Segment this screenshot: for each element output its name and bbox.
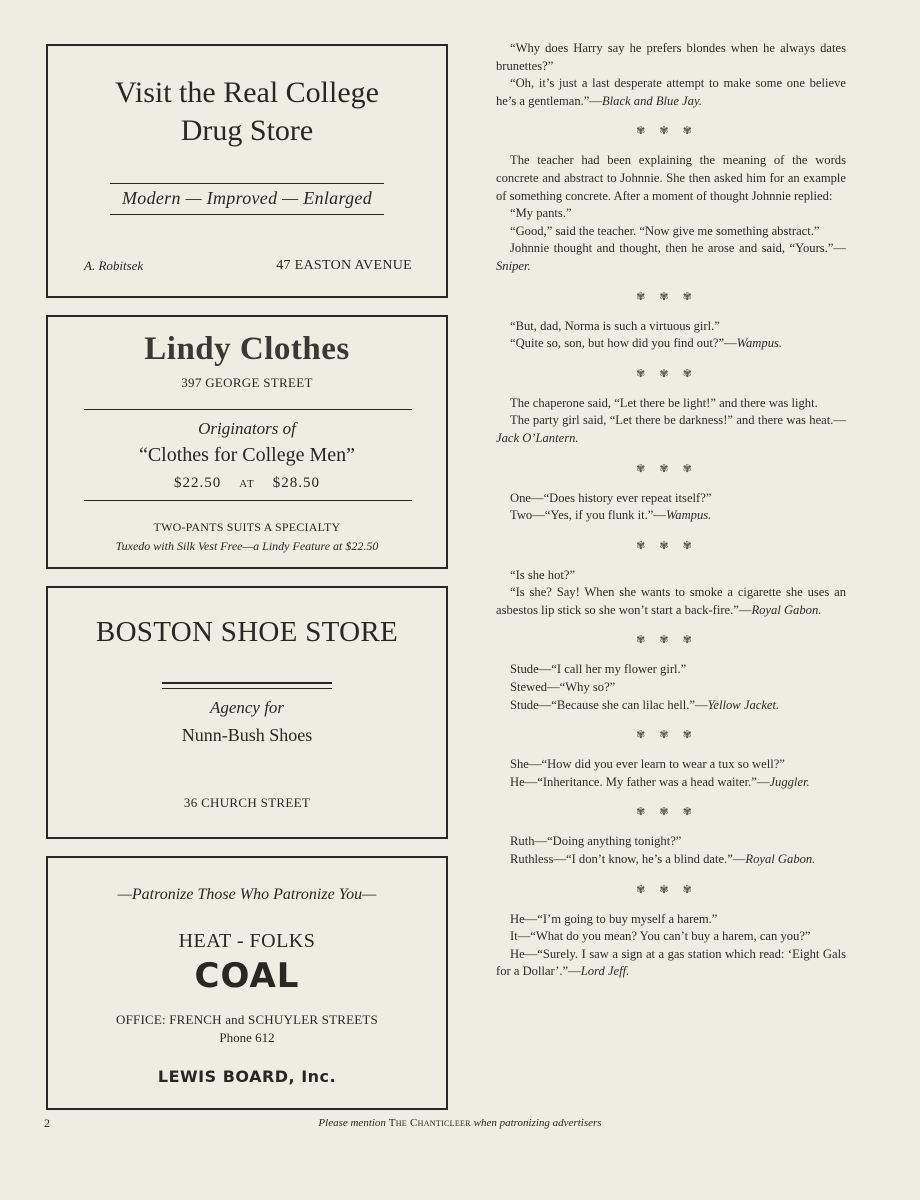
drug-store-owner: A. Robitsek (84, 258, 144, 273)
coal-office: OFFICE: FRENCH and SCHUYLER STREETS (116, 1012, 378, 1027)
joke-separator: ✾✾✾ (636, 290, 706, 303)
joke-separator: ✾✾✾ (636, 125, 706, 138)
divider (110, 183, 384, 184)
price-high: $28.50 (272, 475, 320, 491)
joke-separator: ✾✾✾ (636, 462, 706, 475)
coal-phone: Phone 612 (219, 1030, 275, 1045)
price-low: $22.50 (174, 475, 222, 491)
joke-separator: ✾✾✾ (636, 367, 706, 380)
lindy-brand: Lindy Clothes (144, 331, 350, 367)
drug-store-ad (46, 44, 448, 298)
jokes-column (496, 40, 846, 981)
drug-store-tagline: Modern — Improved — Enlarged (121, 188, 373, 208)
joke: “Is she hot?” “Is she? Say! When she wants to smoke a cigarette she uses an asbestos lip stick so she won’t start a back-fire.”—Royal Gabon. (496, 567, 846, 617)
lindy-price-range (48, 475, 446, 492)
lindy-originators: Originators of (198, 419, 296, 438)
joke: One—“Does history ever repeat itself?” Two—“Yes, if you flunk it.”—Wampus. (510, 490, 712, 523)
divider (110, 214, 384, 215)
divider (162, 682, 332, 684)
joke-separator: ✾✾✾ (636, 729, 706, 742)
coal-ad (46, 856, 448, 1110)
lindy-clothes-ad (46, 315, 448, 569)
joke: “Why does Harry say he prefers blondes when he always dates brunettes?” “Oh, it’s just a last desperate attempt to make some one believe he’s a gentleman.”—Black and Blue Jay. (496, 41, 846, 108)
divider (84, 409, 412, 410)
lindy-specialty: TWO-PANTS SUITS A SPECIALTY (153, 520, 341, 534)
boston-address: 36 CHURCH STREET (183, 795, 311, 810)
boston-store-name: BOSTON SHOE STORE (95, 616, 399, 648)
coal-headline: COAL (194, 956, 300, 996)
lindy-address: 397 GEORGE STREET (181, 375, 313, 390)
divider (162, 688, 332, 689)
joke: He—“I’m going to buy myself a harem.” It—“What do you mean? You can’t buy a harem, can you?” He—“Surely. I saw a sign at a gas station which read: ‘Eight Gals for a Dollar’.”—Lord Jeff. (496, 911, 846, 979)
boston-shoe-store-ad (46, 586, 448, 839)
joke: “But, dad, Norma is such a virtuous girl.” “Quite so, son, but how did you find out?”—Wampus. (510, 318, 783, 351)
joke: The chaperone said, “Let there be light!” and there was light. The party girl said, “Let there be darkness!” and there was heat.—Jack O’Lantern. (496, 395, 846, 445)
joke: Ruth—“Doing anything tonight?” Ruthless—“I don’t know, he’s a blind date.”—Royal Gabon. (510, 834, 816, 867)
joke-separator: ✾✾✾ (636, 634, 706, 647)
coal-motto: —Patronize Those Who Patronize You— (117, 886, 377, 903)
footer-note: Please mention The Chanticleer when patronizing advertisers (318, 1117, 602, 1129)
coal-heat-folks: HEAT - FOLKS (178, 930, 316, 952)
drug-store-address: 47 EASTON AVENUE (276, 258, 412, 273)
boston-shoe-brand: Nunn-Bush Shoes (181, 725, 313, 745)
joke: Stude—“I call her my flower girl.” Stewed—“Why so?” Stude—“Because she can lilac hell.”—Yellow Jacket. (510, 662, 780, 712)
coal-company: LEWIS BOARD, Inc. (157, 1067, 337, 1086)
lindy-tuxedo-offer: Tuxedo with Silk Vest Free—a Lindy Feature at $22.50 (115, 539, 379, 553)
joke: The teacher had been explaining the meaning of the words concrete and abstract to Johnnie. She then asked him for an example of something concrete. After a moment of thought Johnnie replied: “My pants.” “Good,” said the teacher. “Now give me something abstract.” Johnnie thought and thought, then he arose and said, “Yours.”—Sniper. (496, 153, 846, 273)
joke-separator: ✾✾✾ (636, 539, 706, 552)
price-at: AT (239, 478, 255, 490)
joke-separator: ✾✾✾ (636, 883, 706, 896)
page-number: 2 (44, 1116, 50, 1130)
divider (84, 500, 412, 501)
lindy-slogan: “Clothes for College Men” (138, 444, 356, 466)
magazine-name: The Chanticleer (388, 1117, 471, 1129)
joke-separator: ✾✾✾ (636, 806, 706, 819)
drug-store-title: Visit the Real College Drug Store (115, 76, 379, 147)
joke: She—“How did you ever learn to wear a tux so well?” He—“Inheritance. My father was a head waiter.”—Juggler. (510, 757, 810, 789)
boston-agency: Agency for (209, 698, 285, 717)
